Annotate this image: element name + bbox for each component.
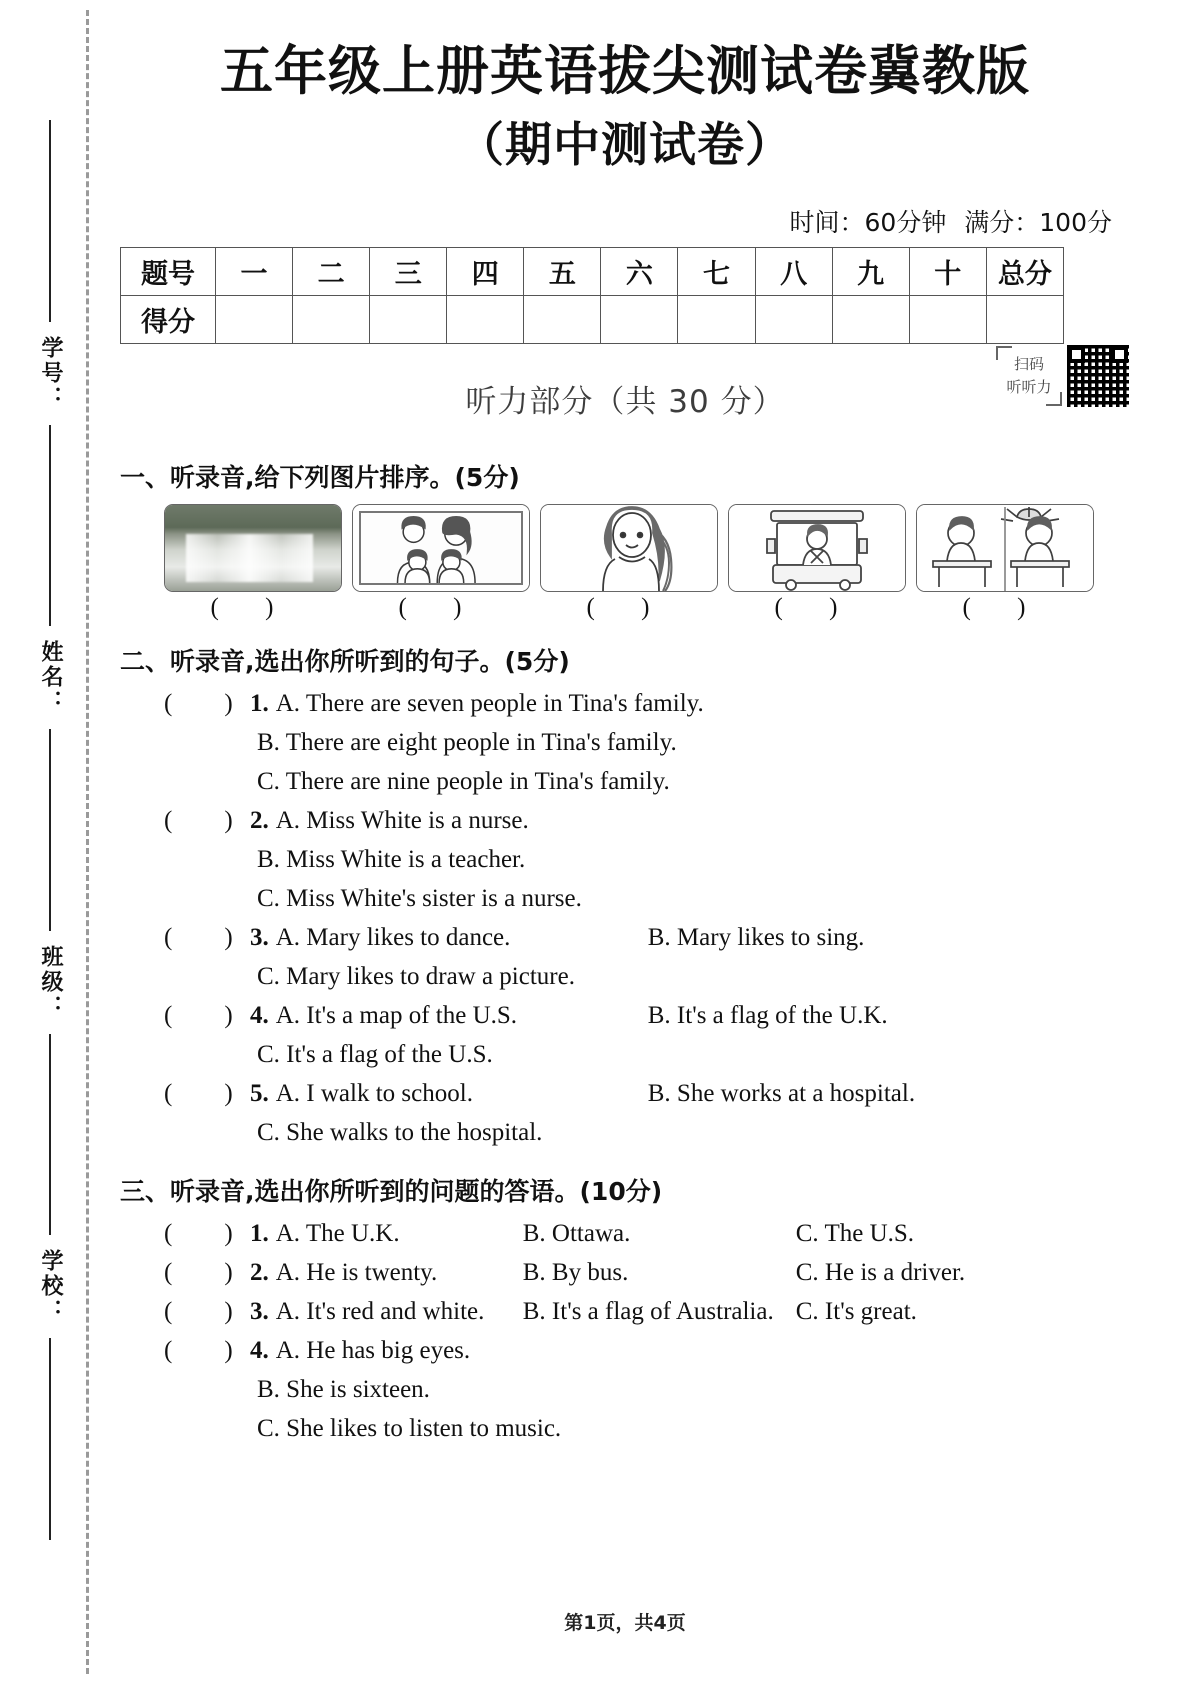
question-number: 4.	[250, 1001, 269, 1029]
question-row	[164, 918, 1130, 957]
question-row-cont	[164, 723, 1130, 762]
picture-item-1[interactable]	[164, 504, 340, 622]
col-1: 一	[216, 247, 293, 295]
answer-bracket-2[interactable]: ( )	[398, 593, 482, 621]
section-2-questions	[164, 684, 1130, 1152]
student-info-column	[28, 120, 72, 1540]
option-a[interactable]: A. It's red and white.	[275, 1297, 485, 1325]
question-row-cont	[164, 762, 1130, 801]
score-cell-1[interactable]	[216, 295, 293, 343]
option-a[interactable]: A. Miss White is a nurse.	[275, 806, 529, 834]
indent-spacer	[164, 723, 257, 762]
divider-segment	[49, 425, 51, 627]
col-3: 三	[370, 247, 447, 295]
option-c[interactable]: C. He is a driver.	[795, 1258, 966, 1286]
question-number: 3.	[250, 1297, 269, 1325]
option-a[interactable]: A. The U.K.	[275, 1219, 400, 1247]
score-cell-5[interactable]	[524, 295, 601, 343]
qr-caption-line1: 扫码	[1013, 355, 1044, 374]
score-cell-6[interactable]	[601, 295, 678, 343]
girl-icon	[541, 505, 717, 591]
option-a[interactable]: A. Mary likes to dance.	[275, 923, 511, 951]
picture-item-5[interactable]	[916, 504, 1092, 622]
page-footer: 第1页，共4页	[564, 1612, 686, 1634]
listening-section-banner	[120, 355, 1130, 438]
row-header-question-no: 题号	[121, 247, 216, 295]
option-a[interactable]: A. It's a map of the U.S.	[275, 1001, 518, 1029]
option-b[interactable]: B. Ottawa.	[522, 1219, 631, 1247]
students-at-desks-picture[interactable]	[916, 504, 1094, 592]
table-row-question-numbers	[121, 247, 1064, 295]
col-10: 十	[909, 247, 986, 295]
section-3-heading: 三、听录音,选出你所听到的问题的答语。(10分)	[120, 1176, 663, 1206]
question-number: 1.	[250, 689, 269, 717]
section-2-heading: 二、听录音,选出你所听到的句子。(5分)	[120, 646, 570, 676]
picture-item-3[interactable]	[540, 504, 716, 622]
answer-bracket[interactable]: ( )	[164, 689, 233, 717]
score-cell-9[interactable]	[832, 295, 909, 343]
indent-spacer	[164, 840, 257, 879]
option-a[interactable]: A. He is twenty.	[275, 1258, 438, 1286]
answer-bracket[interactable]: ( )	[164, 806, 233, 834]
option-a[interactable]: A. I walk to school.	[275, 1079, 473, 1107]
question-number: 2.	[250, 806, 269, 834]
question-row-cont	[164, 1113, 1130, 1152]
score-table	[120, 247, 1064, 344]
exam-page	[120, 0, 1130, 1684]
indent-spacer	[164, 1409, 257, 1448]
indent-spacer	[164, 957, 257, 996]
question-row	[164, 684, 1130, 723]
answer-bracket-3[interactable]: ( )	[586, 593, 670, 621]
col-2: 二	[293, 247, 370, 295]
question-number: 5.	[250, 1079, 269, 1107]
score-cell-3[interactable]	[370, 295, 447, 343]
divider-segment	[49, 120, 51, 322]
question-number: 2.	[250, 1258, 269, 1286]
answer-bracket[interactable]: ( )	[164, 1079, 233, 1107]
question-row	[164, 996, 1130, 1035]
student-id-label: 学号：	[38, 335, 63, 411]
bus-passenger-picture[interactable]	[728, 504, 906, 592]
page-subtitle: （期中测试卷）	[457, 117, 793, 173]
listening-banner-text: 听力部分（共 30 分）	[465, 383, 785, 420]
answer-bracket[interactable]: ( )	[164, 1258, 233, 1286]
question-row-cont	[164, 1035, 1130, 1074]
dashed-fold-line	[86, 10, 89, 1674]
picture-item-2[interactable]	[352, 504, 528, 622]
col-4: 四	[447, 247, 524, 295]
answer-bracket[interactable]: ( )	[164, 1297, 233, 1325]
qr-caption	[996, 346, 1062, 406]
picture-item-4[interactable]	[728, 504, 904, 622]
students-desks-icon	[917, 505, 1093, 591]
answer-bracket-4[interactable]: ( )	[774, 593, 858, 621]
question-row	[164, 1253, 1130, 1292]
option-c[interactable]: C. It's a flag of the U.S.	[257, 1040, 493, 1068]
question-row	[164, 801, 1130, 840]
section-1-heading: 一、听录音,给下列图片排序。(5分)	[120, 462, 520, 492]
indent-spacer	[164, 1113, 257, 1152]
question-row	[164, 1214, 1130, 1253]
option-b[interactable]: B. It's a flag of the U.K.	[647, 1001, 888, 1029]
option-c[interactable]: C. Miss White's sister is a nurse.	[257, 884, 582, 912]
option-c[interactable]: C. There are nine people in Tina's family.	[257, 767, 670, 795]
picture-ordering-row	[164, 504, 1130, 622]
question-row-cont	[164, 1370, 1130, 1409]
full-marks-label: 满分：100分	[964, 207, 1112, 237]
exam-meta	[120, 203, 1130, 239]
question-number: 3.	[250, 923, 269, 951]
page-title: 五年级上册英语拔尖测试卷冀教版	[220, 41, 1030, 102]
option-c[interactable]: C. Mary likes to draw a picture.	[257, 962, 575, 990]
divider-segment	[49, 1034, 51, 1236]
question-row-cont	[164, 879, 1130, 918]
col-7: 七	[678, 247, 755, 295]
binding-margin	[0, 0, 120, 1684]
row-header-score: 得分	[121, 295, 216, 343]
col-9: 九	[832, 247, 909, 295]
school-label: 学校：	[38, 1249, 63, 1325]
option-b[interactable]: B. It's a flag of Australia.	[522, 1297, 774, 1325]
option-b[interactable]: B. She is sixteen.	[257, 1375, 430, 1403]
family-photo-picture[interactable]	[352, 504, 530, 592]
score-cell-7[interactable]	[678, 295, 755, 343]
divider-segment	[49, 1338, 51, 1540]
bus-icon	[729, 505, 905, 591]
answer-bracket[interactable]: ( )	[164, 1001, 233, 1029]
option-b[interactable]: B. There are eight people in Tina's family.	[257, 728, 677, 756]
divider-segment	[49, 729, 51, 931]
option-c[interactable]: C. It's great.	[795, 1297, 917, 1325]
score-cell-8[interactable]	[755, 295, 832, 343]
indent-spacer	[164, 1035, 257, 1074]
section-3-questions	[164, 1214, 1130, 1448]
indent-spacer	[164, 879, 257, 918]
question-row	[164, 1331, 1130, 1370]
option-b[interactable]: B. Mary likes to sing.	[647, 923, 865, 951]
col-5: 五	[524, 247, 601, 295]
score-cell-2[interactable]	[293, 295, 370, 343]
long-hair-girl-picture[interactable]	[540, 504, 718, 592]
option-a[interactable]: A. There are seven people in Tina's family.	[275, 689, 704, 717]
table-row-scores	[121, 295, 1064, 343]
question-row	[164, 1292, 1130, 1331]
question-number: 1.	[250, 1219, 269, 1247]
family-icon	[361, 513, 521, 583]
qr-code-icon[interactable]	[1066, 344, 1130, 408]
option-b[interactable]: B. She works at a hospital.	[647, 1079, 916, 1107]
question-row-cont	[164, 1409, 1130, 1448]
option-c[interactable]: C. She likes to listen to music.	[257, 1414, 562, 1442]
score-cell-4[interactable]	[447, 295, 524, 343]
score-cell-total[interactable]	[986, 295, 1063, 343]
col-8: 八	[755, 247, 832, 295]
qr-caption-line2: 听听力	[1006, 377, 1052, 396]
option-a[interactable]: A. He has big eyes.	[275, 1336, 471, 1364]
question-number: 4.	[250, 1336, 269, 1364]
score-cell-10[interactable]	[909, 295, 986, 343]
option-c[interactable]: C. The U.S.	[795, 1219, 915, 1247]
answer-bracket-5[interactable]: ( )	[962, 593, 1046, 621]
col-6: 六	[601, 247, 678, 295]
option-c[interactable]: C. She walks to the hospital.	[257, 1118, 543, 1146]
option-b[interactable]: B. By bus.	[522, 1258, 629, 1286]
waterfall-picture[interactable]	[164, 504, 342, 592]
time-limit-label: 时间：60分钟	[789, 207, 947, 237]
option-b[interactable]: B. Miss White is a teacher.	[257, 845, 526, 873]
answer-bracket[interactable]: ( )	[164, 923, 233, 951]
student-name-label: 姓名：	[38, 640, 63, 716]
answer-bracket-1[interactable]: ( )	[210, 593, 294, 621]
qr-scan-block[interactable]	[996, 344, 1130, 408]
indent-spacer	[164, 762, 257, 801]
question-row-cont	[164, 957, 1130, 996]
class-label: 班级：	[38, 944, 63, 1020]
answer-bracket[interactable]: ( )	[164, 1219, 233, 1247]
question-row-cont	[164, 840, 1130, 879]
answer-bracket[interactable]: ( )	[164, 1336, 233, 1364]
col-total: 总分	[986, 247, 1063, 295]
indent-spacer	[164, 1370, 257, 1409]
question-row	[164, 1074, 1130, 1113]
